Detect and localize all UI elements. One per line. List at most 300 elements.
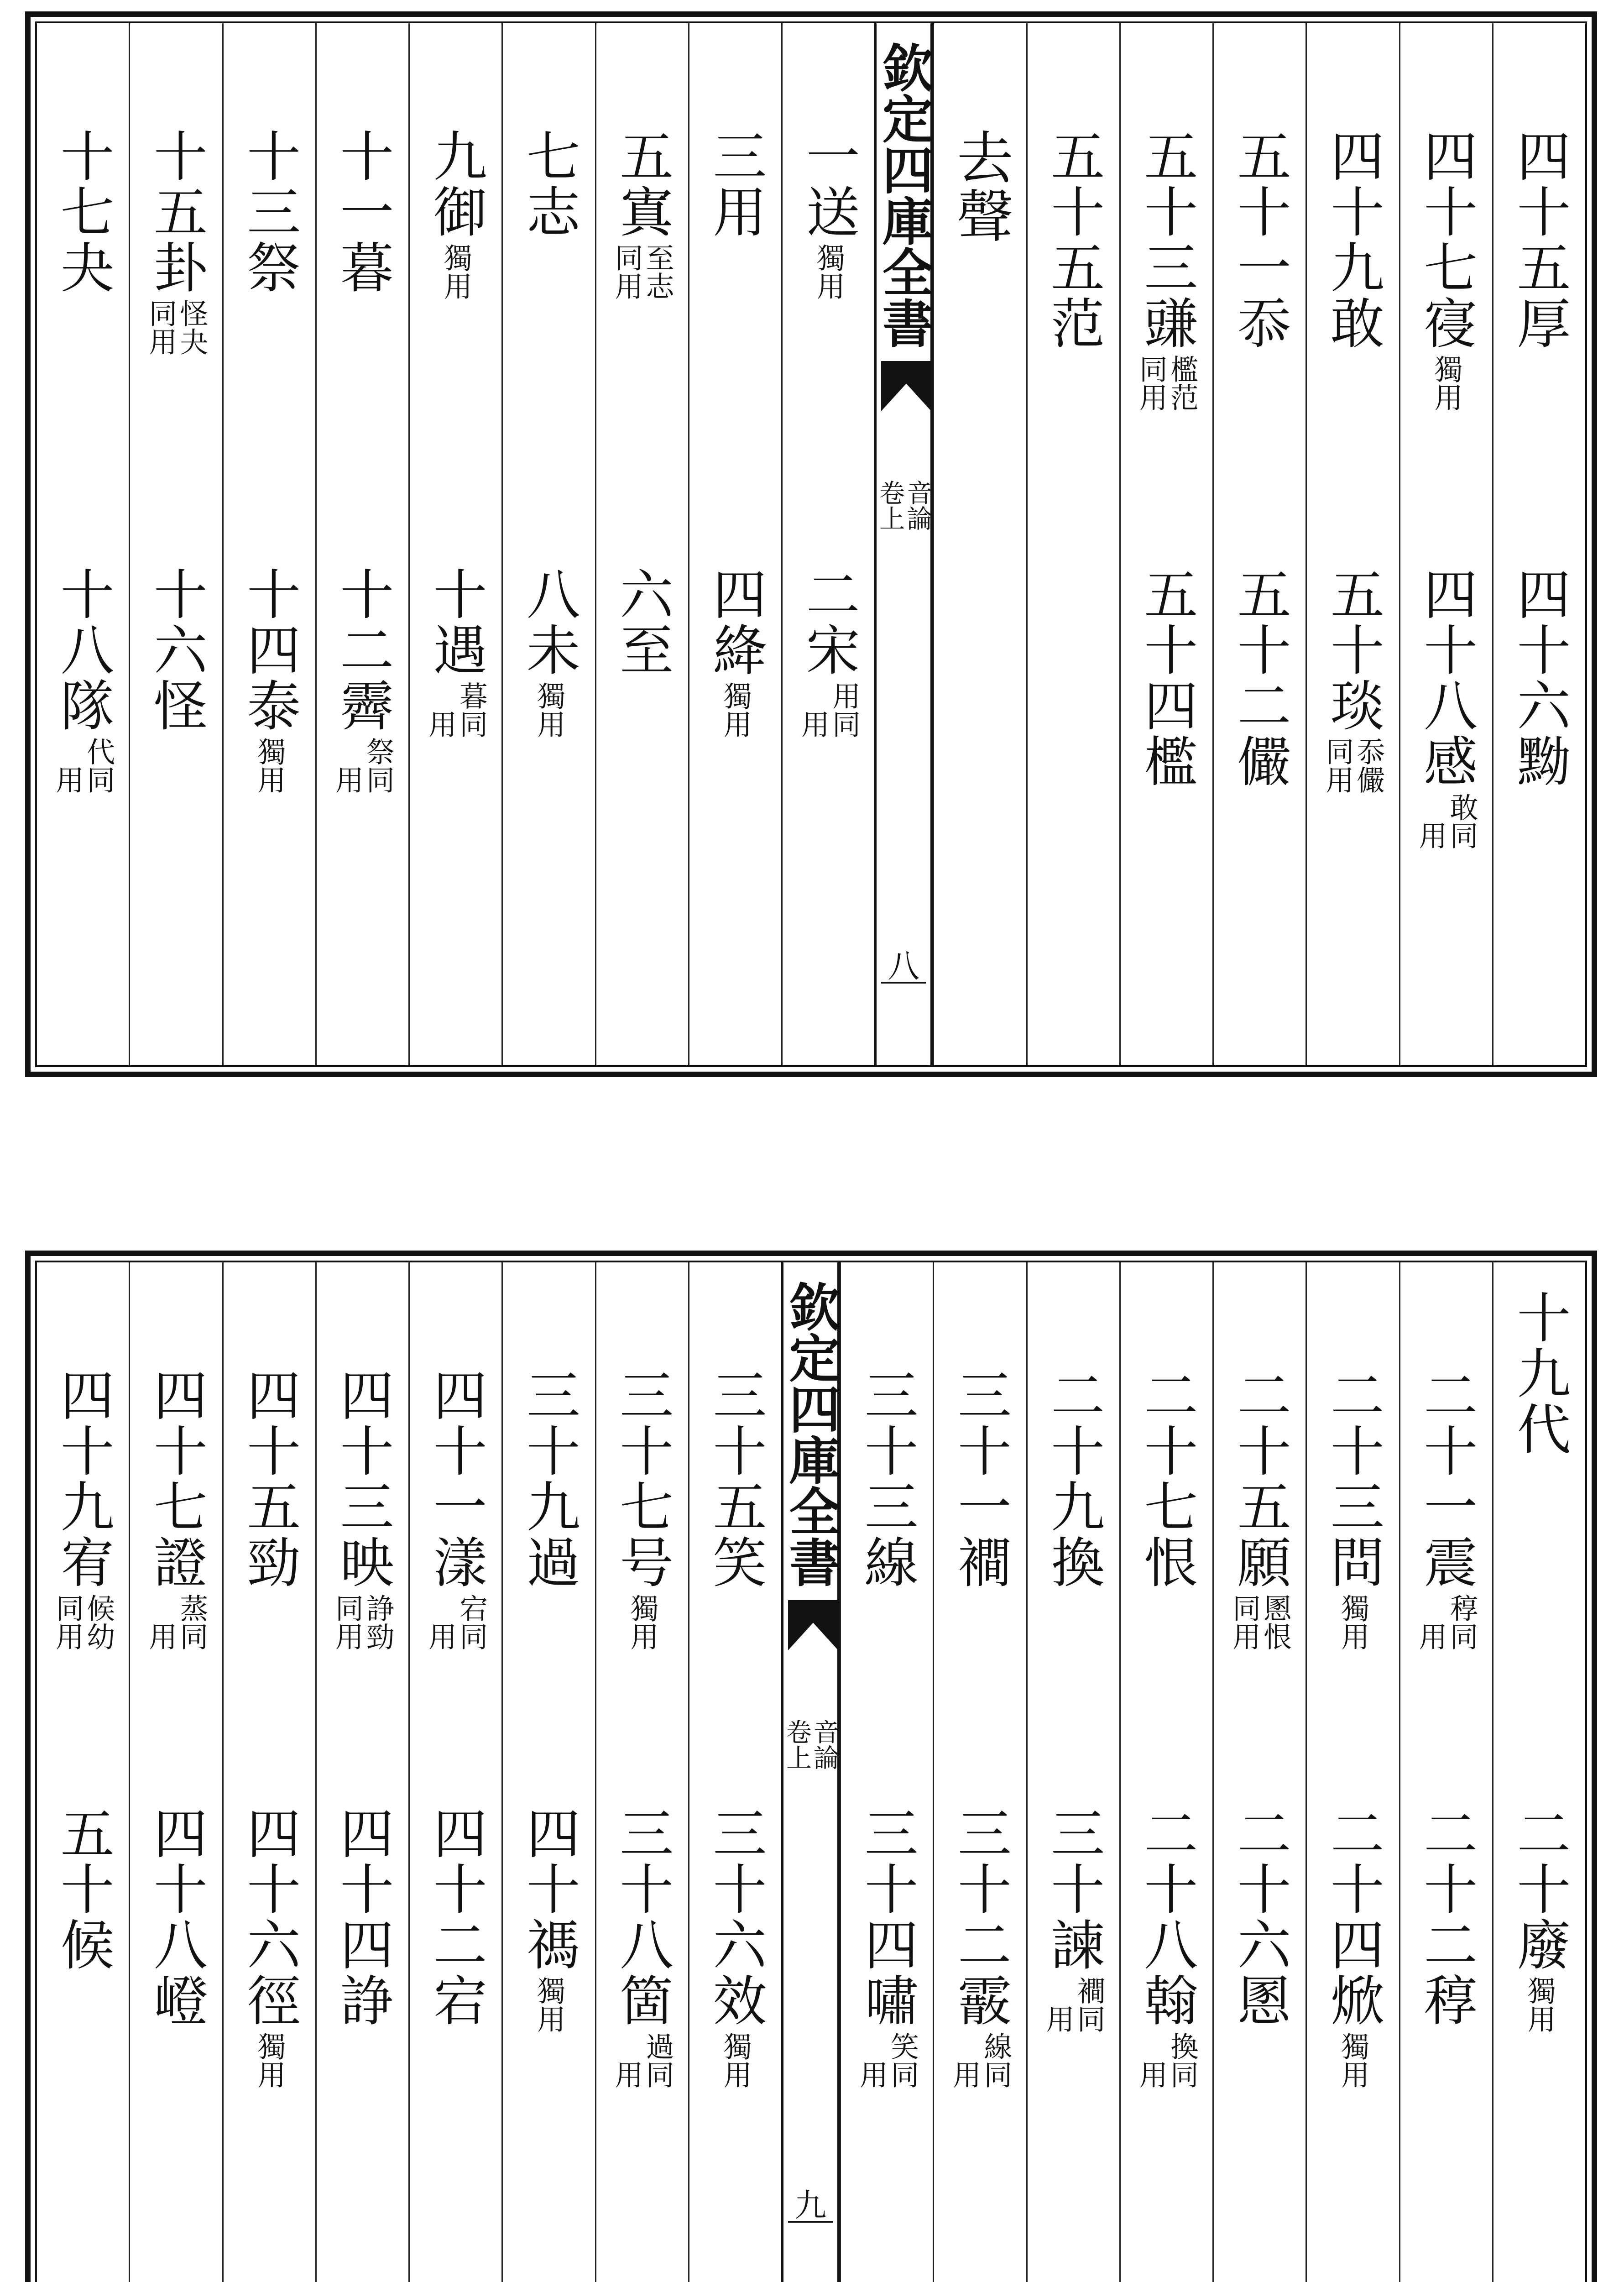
note-char: 同 <box>454 710 488 738</box>
text-column <box>408 1262 501 2282</box>
note-char: 用 <box>330 1622 364 1650</box>
book-title-text: 欽定四庫全書 <box>874 42 934 348</box>
rhyme-entry <box>841 1806 933 2088</box>
note-char: 獨 <box>626 1594 659 1622</box>
note-line <box>454 681 488 738</box>
rhyme-note <box>1323 737 1383 794</box>
center-fold-column <box>781 1262 840 2282</box>
rhyme-entry <box>410 128 501 300</box>
rhyme-note <box>1041 1976 1106 2033</box>
volume-label-line: 卷上 <box>875 480 905 531</box>
note-char: 用 <box>51 765 84 794</box>
note-line <box>626 1594 659 1650</box>
rhyme-title: 五十一忝 <box>1228 128 1291 351</box>
note-char: 同 <box>51 1594 84 1622</box>
rhyme-title: 十九代 <box>1508 1290 1571 1457</box>
rhyme-title: 十二霽 <box>331 566 394 733</box>
rhyme-note <box>1523 1976 1556 2033</box>
rhyme-entry <box>783 566 874 738</box>
rhyme-title: 八未 <box>517 566 580 678</box>
rhyme-title: 七志 <box>517 128 580 240</box>
note-char: 諍 <box>361 1594 395 1622</box>
note-char: 用 <box>1414 1622 1448 1650</box>
rhyme-entry <box>224 1806 315 2088</box>
volume-label <box>783 1719 837 1770</box>
rhyme-title: 二十五願 <box>1228 1367 1291 1590</box>
rhyme-entry <box>1307 1367 1399 1650</box>
note-char: 同 <box>610 243 644 272</box>
rhyme-entry <box>410 1806 501 2028</box>
rhyme-entry <box>130 1367 222 1650</box>
text-column <box>1399 23 1492 1065</box>
rhyme-entry <box>317 566 408 794</box>
rhyme-title: 五十三豏 <box>1135 128 1198 351</box>
volume-label-line: 卷上 <box>782 1719 812 1770</box>
note-char: 候 <box>82 1594 115 1622</box>
rhyme-note <box>812 243 846 300</box>
text-column <box>1026 23 1119 1065</box>
rhyme-title: 二十廢 <box>1508 1806 1571 1973</box>
note-char: 用 <box>719 2060 752 2088</box>
note-char: 同 <box>1227 1594 1261 1622</box>
text-column <box>1492 23 1585 1065</box>
note-line <box>827 681 861 738</box>
rhyme-note <box>330 737 395 794</box>
text-column <box>1119 23 1212 1065</box>
rhyme-title: 四十五勁 <box>238 1367 301 1590</box>
note-line <box>423 681 457 738</box>
text-column <box>595 1262 688 2282</box>
rhyme-entry <box>1121 1367 1212 1590</box>
note-char: 獨 <box>719 681 752 710</box>
note-char: 用 <box>855 2060 888 2088</box>
rhyme-entry <box>1307 566 1399 794</box>
rhyme-title: 十四泰 <box>238 566 301 733</box>
rhyme-title: 一送 <box>797 128 860 240</box>
volume-label-line: 音論 <box>809 1719 839 1770</box>
rhyme-entry <box>1400 1806 1492 2028</box>
note-line <box>1323 737 1352 794</box>
note-line <box>53 737 82 794</box>
text-column <box>1305 23 1399 1065</box>
note-char: 獨 <box>719 2032 752 2060</box>
note-line <box>641 2032 675 2088</box>
note-line <box>361 1594 395 1650</box>
rhyme-title: 五十琰 <box>1321 566 1384 733</box>
note-char: 襇 <box>1072 1976 1106 2005</box>
note-line <box>1336 2032 1370 2088</box>
text-column <box>1492 1262 1585 2282</box>
top-page-columns <box>37 23 1585 1065</box>
note-char: 用 <box>51 1622 84 1650</box>
note-line <box>1134 355 1168 411</box>
note-char: 獨 <box>1430 355 1463 383</box>
note-char: 怪 <box>175 299 209 327</box>
note-char: 忝 <box>1352 737 1385 765</box>
note-line <box>1430 355 1463 411</box>
note-char: 用 <box>812 272 846 300</box>
text-column <box>222 23 315 1065</box>
note-line <box>175 299 209 356</box>
note-line <box>796 681 830 738</box>
note-char: 用 <box>144 327 178 356</box>
note-char: 線 <box>979 2032 1013 2060</box>
fold-rule <box>881 982 926 984</box>
text-column <box>37 23 129 1065</box>
rhyme-entry <box>130 128 222 356</box>
note-char: 獨 <box>1336 1594 1370 1622</box>
rhyme-entry <box>1121 128 1212 411</box>
note-char: 獨 <box>812 243 846 272</box>
note-char: 同 <box>175 1622 209 1650</box>
note-line <box>439 243 473 300</box>
note-line <box>1414 1594 1448 1650</box>
note-char: 用 <box>532 710 566 738</box>
note-line <box>1165 355 1199 411</box>
note-char: 敢 <box>1445 793 1479 821</box>
rhyme-title: 六至 <box>611 566 674 678</box>
note-line <box>979 2032 1013 2088</box>
text-column <box>408 23 501 1065</box>
rhyme-title: 十五卦 <box>144 128 208 295</box>
note-char: 宕 <box>454 1594 488 1622</box>
rhyme-entry <box>841 1367 933 1590</box>
rhyme-note <box>330 1594 395 1650</box>
rhyme-title: 十六怪 <box>144 566 208 733</box>
rhyme-entry <box>783 128 874 300</box>
text-column <box>129 1262 222 2282</box>
rhyme-title: 五十候 <box>51 1806 115 1973</box>
rhyme-note <box>719 2032 752 2088</box>
note-line <box>610 243 644 300</box>
rhyme-title: 十八隊 <box>51 566 115 733</box>
rhyme-title: 九御 <box>424 128 487 240</box>
note-char: 同 <box>641 2060 675 2088</box>
rhyme-entry <box>596 128 688 300</box>
rhyme-title: 三十九過 <box>517 1367 580 1590</box>
note-char: 用 <box>719 710 752 738</box>
text-column <box>1305 1262 1399 2282</box>
note-char: 獨 <box>532 681 566 710</box>
rhyme-entry <box>130 566 222 733</box>
note-char: 檻 <box>1165 355 1199 383</box>
rhyme-title: 三十三線 <box>855 1367 919 1590</box>
note-line <box>330 1594 364 1650</box>
rhyme-title: 二十九換 <box>1042 1367 1105 1590</box>
note-char: 用 <box>253 765 287 794</box>
text-column <box>1119 1262 1212 2282</box>
note-char: 用 <box>423 710 457 738</box>
rhyme-title: 二十四焮 <box>1321 1806 1384 2028</box>
note-char: 獨 <box>1336 2032 1370 2060</box>
note-line <box>1258 1594 1292 1650</box>
note-char: 用 <box>144 1622 178 1650</box>
note-line <box>1354 737 1383 794</box>
note-line <box>84 737 113 794</box>
note-char: 用 <box>330 765 364 794</box>
note-char: 勁 <box>361 1622 395 1650</box>
rhyme-entry <box>410 1367 501 1650</box>
note-char: 用 <box>423 1622 457 1650</box>
note-line <box>144 299 178 356</box>
book-title <box>874 42 934 348</box>
note-line <box>84 1594 113 1650</box>
top-page-frame <box>25 11 1597 1077</box>
tone-heading: 去聲 <box>947 128 1013 245</box>
note-char: 用 <box>948 2060 982 2088</box>
rhyme-note <box>144 1594 209 1650</box>
note-line <box>454 1594 488 1650</box>
note-char: 用 <box>610 272 644 300</box>
rhyme-entry <box>503 1806 595 2033</box>
rhyme-title: 三十四嘯 <box>855 1806 919 2028</box>
rhyme-title: 三十六效 <box>704 1806 767 2028</box>
note-line <box>1336 1594 1370 1650</box>
text-column <box>933 23 1026 1065</box>
text-column <box>222 1262 315 2282</box>
rhyme-entry <box>689 1367 781 1590</box>
note-char: 蒸 <box>175 1594 209 1622</box>
rhyme-note <box>253 2032 287 2088</box>
rhyme-note <box>1227 1594 1292 1650</box>
rhyme-entry <box>596 1806 688 2088</box>
fold-rule <box>788 2221 833 2223</box>
rhyme-note <box>857 2032 917 2088</box>
rhyme-title: 四十九敢 <box>1321 128 1384 351</box>
rhyme-note <box>719 681 752 738</box>
rhyme-note <box>1134 2032 1199 2088</box>
note-char: 獨 <box>253 2032 287 2060</box>
rhyme-title: 十七夬 <box>51 128 115 295</box>
note-char: 用 <box>610 2060 644 2088</box>
rhyme-note <box>1414 793 1479 849</box>
book-title-text: 欽定四庫全書 <box>781 1281 841 1587</box>
rhyme-note <box>532 1976 566 2033</box>
note-char: 同 <box>1134 355 1168 383</box>
note-char: 同 <box>454 1622 488 1650</box>
fish-tail-mark-icon <box>788 1600 838 1650</box>
rhyme-entry <box>1121 1806 1212 2088</box>
text-column <box>315 1262 408 2282</box>
note-char: 用 <box>439 272 473 300</box>
note-char: 用 <box>1523 2005 1556 2033</box>
text-column <box>501 1262 595 2282</box>
note-char: 同 <box>330 1594 364 1622</box>
note-char: 用 <box>1041 2005 1075 2033</box>
rhyme-entry <box>37 1806 129 1973</box>
rhyme-entry <box>689 1806 781 2088</box>
text-column <box>595 23 688 1065</box>
rhyme-entry <box>1028 1806 1119 2033</box>
rhyme-title: 四十八感 <box>1415 566 1478 789</box>
rhyme-entry <box>689 566 781 738</box>
note-char: 獨 <box>253 737 287 765</box>
note-line <box>423 1594 457 1650</box>
note-line <box>253 737 287 794</box>
rhyme-entry <box>1121 566 1212 789</box>
note-char: 換 <box>1165 2032 1199 2060</box>
rhyme-title: 四十七寑 <box>1415 128 1478 351</box>
rhyme-entry <box>37 566 129 794</box>
rhyme-entry <box>224 566 315 794</box>
rhyme-entry <box>1214 566 1305 789</box>
rhyme-title: 四十九宥 <box>51 1367 115 1590</box>
rhyme-title: 五十二儼 <box>1228 566 1291 789</box>
rhyme-title: 十三祭 <box>238 128 301 295</box>
rhyme-note <box>1336 1594 1370 1650</box>
rhyme-entry <box>1493 1290 1585 1457</box>
rhyme-note <box>1414 1594 1479 1650</box>
note-char: 同 <box>1165 2060 1199 2088</box>
rhyme-note <box>439 243 473 300</box>
note-char: 獨 <box>439 243 473 272</box>
rhyme-entry <box>1400 566 1492 849</box>
text-column <box>37 1262 129 2282</box>
note-line <box>175 1594 209 1650</box>
rhyme-title: 五寘 <box>611 128 674 240</box>
rhyme-entry <box>503 1367 595 1590</box>
rhyme-title: 四十六黝 <box>1508 566 1571 789</box>
note-char: 同 <box>144 299 178 327</box>
note-char: 過 <box>641 2032 675 2060</box>
rhyme-entry <box>317 1367 408 1650</box>
rhyme-note <box>1430 355 1463 411</box>
rhyme-note <box>796 681 861 738</box>
rhyme-title: 十一暮 <box>331 128 394 295</box>
note-char: 暮 <box>454 681 488 710</box>
rhyme-note <box>610 2032 675 2088</box>
note-line <box>1445 793 1479 849</box>
rhyme-entry <box>37 128 129 295</box>
note-char: 夬 <box>175 327 209 356</box>
note-char: 用 <box>1321 765 1354 794</box>
rhyme-title: 四十四諍 <box>331 1806 394 2028</box>
text-column <box>501 23 595 1065</box>
rhyme-entry <box>503 128 595 240</box>
rhyme-title: 三用 <box>704 128 767 240</box>
rhyme-entry <box>934 128 1026 245</box>
note-line <box>888 2032 917 2088</box>
text-column <box>1212 1262 1305 2282</box>
note-line <box>719 681 752 738</box>
rhyme-entry <box>1214 128 1305 351</box>
rhyme-entry <box>1028 1367 1119 1590</box>
note-char: 用 <box>253 2060 287 2088</box>
note-line <box>610 2032 644 2088</box>
bottom-page-frame <box>25 1251 1597 2282</box>
rhyme-entry <box>1214 1806 1305 2028</box>
note-char: 同 <box>1445 821 1479 849</box>
rhyme-title: 二十六慁 <box>1228 1806 1291 2028</box>
rhyme-entry <box>224 1367 315 1590</box>
rhyme-title: 二十二稕 <box>1415 1806 1478 2028</box>
note-char: 用 <box>1227 1622 1261 1650</box>
rhyme-title: 二十三問 <box>1321 1367 1384 1590</box>
rhyme-title: 三十一襇 <box>948 1367 1012 1590</box>
rhyme-title: 四絳 <box>704 566 767 678</box>
note-char: 儼 <box>1352 765 1385 794</box>
rhyme-title: 五十四檻 <box>1135 566 1198 789</box>
rhyme-title: 四十八嶝 <box>144 1806 208 2028</box>
text-column <box>840 1262 933 2282</box>
note-char: 用 <box>1414 821 1448 849</box>
rhyme-entry <box>317 128 408 295</box>
note-line <box>1445 1594 1479 1650</box>
rhyme-title: 三十諫 <box>1042 1806 1105 1973</box>
rhyme-title: 四十禡 <box>517 1806 580 1973</box>
rhyme-title: 三十七号 <box>611 1367 674 1590</box>
note-char: 同 <box>886 2060 919 2088</box>
rhyme-entry <box>934 1806 1026 2088</box>
rhyme-entry <box>1307 1806 1399 2088</box>
rhyme-note <box>253 737 287 794</box>
rhyme-entry <box>224 128 315 295</box>
rhyme-entry <box>934 1367 1026 1590</box>
note-line <box>361 737 395 794</box>
rhyme-title: 四十七證 <box>144 1367 208 1590</box>
note-char: 同 <box>1321 737 1354 765</box>
note-char: 同 <box>979 2060 1013 2088</box>
note-line <box>857 2032 886 2088</box>
rhyme-note <box>53 737 113 794</box>
rhyme-entry <box>1400 128 1492 411</box>
rhyme-note <box>610 243 675 300</box>
note-line <box>1414 793 1448 849</box>
leaf-marker: 八 <box>888 947 920 985</box>
rhyme-entry <box>1493 128 1585 351</box>
rhyme-entry <box>410 566 501 738</box>
note-char: 用 <box>626 1622 659 1650</box>
rhyme-entry <box>1214 1367 1305 1650</box>
note-char: 用 <box>796 710 830 738</box>
text-column <box>315 23 408 1065</box>
note-char: 用 <box>1134 383 1168 411</box>
bottom-page-columns <box>37 1262 1585 2282</box>
rhyme-note <box>53 1594 113 1650</box>
rhyme-entry <box>503 566 595 738</box>
rhyme-title: 十遇 <box>424 566 487 678</box>
note-line <box>641 243 675 300</box>
rhyme-entry <box>1493 566 1585 789</box>
note-char: 稕 <box>1445 1594 1479 1622</box>
note-line <box>1041 1976 1075 2033</box>
rhyme-title: 四十一漾 <box>424 1367 487 1590</box>
rhyme-title: 三十二霰 <box>948 1806 1012 2028</box>
text-column <box>1026 1262 1119 2282</box>
note-char: 同 <box>82 765 115 794</box>
fish-tail-mark-icon <box>881 361 931 411</box>
note-char: 祭 <box>361 737 395 765</box>
rhyme-title: 三十八箇 <box>611 1806 674 2028</box>
note-char: 恨 <box>1258 1622 1292 1650</box>
text-column <box>781 23 874 1065</box>
rhyme-title: 二十一震 <box>1415 1367 1478 1590</box>
note-char: 同 <box>1445 1622 1479 1650</box>
rhyme-entry <box>317 1806 408 2028</box>
rhyme-entry <box>1307 128 1399 351</box>
text-column <box>688 23 781 1065</box>
note-char: 用 <box>1336 2060 1370 2088</box>
note-char: 同 <box>361 765 395 794</box>
note-char: 獨 <box>1523 1976 1556 2005</box>
center-fold-column <box>874 23 933 1065</box>
note-line <box>719 2032 752 2088</box>
text-column <box>688 1262 781 2282</box>
note-line <box>253 2032 287 2088</box>
note-char: 用 <box>827 681 861 710</box>
rhyme-note <box>423 681 488 738</box>
rhyme-title: 四十五厚 <box>1508 128 1571 351</box>
